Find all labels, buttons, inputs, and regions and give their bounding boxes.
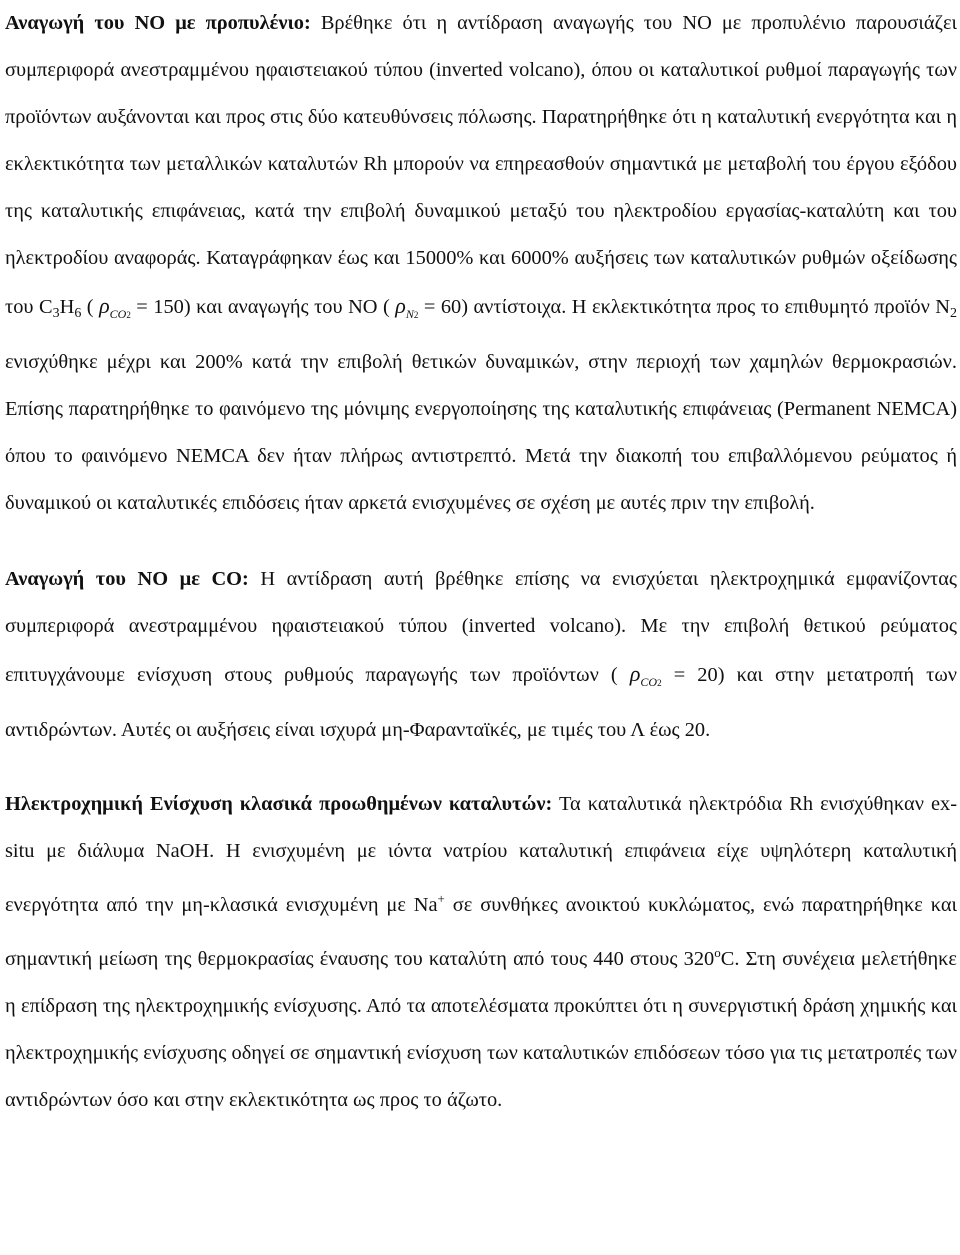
- rho-symbol-co2-b: ρ: [629, 661, 641, 686]
- rho-co2-value-b: = 20: [661, 664, 718, 686]
- subscript-co2-b: [640, 675, 661, 689]
- superscript-degree: o: [714, 945, 721, 960]
- document-page: [5, 0, 957, 1124]
- subscript-n: N: [405, 307, 414, 321]
- text-no-co-a: Η αντίδραση αυτή βρέθηκε επίσης να ενισχύεται ηλεκτροχημικά εμφανίζοντας συμπεριφορά ανεστραμμένου ηφαιστειακού τύπου (inverted volcano). Με την επιβολή θετικού ρεύματος επιτυγχάνουμε ενίσχυση στους ρυθμούς παραγωγής των προϊόντων (: [5, 568, 957, 686]
- subscript-co-b: CO: [640, 675, 658, 689]
- text-rho-co2-close: ) και αναγωγής του NO (: [183, 296, 390, 318]
- heading-no-co: Αναγωγή του NO με CO:: [5, 568, 249, 590]
- rho-co2-value: = 150: [130, 296, 184, 318]
- text-no-propylene-b: ) αντίστοιχα. Η εκλεκτικότητα προς το επιθυμητό προϊόν N: [461, 296, 951, 318]
- subscript-n2-2: 2: [413, 310, 419, 320]
- paragraph-promoted-catalysts: [5, 781, 957, 1124]
- subscript-n2: [406, 307, 419, 321]
- rho-n2-value: = 60: [418, 296, 462, 318]
- paragraph-no-co: [5, 556, 957, 754]
- subscript-2: 2: [126, 310, 131, 320]
- subscript-n2-product: 2: [950, 306, 958, 321]
- paragraph-gap: [5, 527, 957, 556]
- text-no-propylene-c: ενισχύθηκε μέχρι και 200% κατά την επιβολή θετικών δυναμικών, στην περιοχή των χαμηλών θερμοκρασιών. Επίσης παρατηρήθηκε το φαινόμενο της μόνιμης ενεργοποίησης της καταλυτικής επιφάνειας (Permanent NEMCA) όπου το φαινόμενο NEMCA δεν ήταν πλήρως αντιστρεπτό. Μετά την διακοπή του επιβαλλόμενου ρεύματος ή δυναμικού οι καταλυτικές επιδόσεις ήταν αρκετά ενισχυμένες σε σχέση με αυτές πριν την επιβολή.: [5, 351, 957, 514]
- subscript-co2: [110, 307, 131, 321]
- superscript-plus: +: [437, 891, 445, 906]
- text-promoted-a: Τα καταλυτικά ηλεκτρόδια Rh ενισχύθηκαν ex-situ με διάλυμα NaOH. Η ενισχυμένη με ιόντα νατρίου καταλυτική επιφάνεια είχε υψηλότερη καταλυτική ενεργότητα από την μη-κλασικά ενισχυμένη με Na: [5, 793, 958, 916]
- text-rho-co2-open: (: [81, 296, 94, 318]
- text-no-propylene-a: Βρέθηκε ότι η αντίδραση αναγωγής του NO με προπυλένιο παρουσιάζει συμπεριφορά ανεστραμμένου ηφαιστειακού τύπου (inverted volcano), όπου οι καταλυτικοί ρυθμοί παραγωγής των προϊόντων αυξάνονται και προς στις δύο κατευθύνσεις πόλωσης. Παρατηρήθηκε ότι η καταλυτική ενεργότητα και η εκλεκτικότητα των μεταλλικών καταλυτών Rh μπορούν να επηρεασθούν σημαντικά με μεταβολή του έργου εξόδου της καταλυτικής επιφάνειας, κατά την επιβολή δυναμικού μεταξύ του ηλεκτροδίου εργασίας-καταλύτη και του ηλεκτροδίου αναφοράς. Καταγράφηκαν έως και 15000% και 6000% αυξήσεις των καταλυτικών ρυθμών οξείδωσης του C: [5, 12, 958, 318]
- rho-symbol-co2: ρ: [99, 293, 110, 318]
- subscript-c3: 3: [52, 306, 60, 321]
- subscript-2-b: 2: [657, 678, 662, 688]
- paragraph-no-propylene: [5, 0, 957, 527]
- subscript-co: CO: [109, 307, 127, 321]
- text-no-co-b: ) και στην μετατροπή των αντιδρώντων. Αυτές οι αυξήσεις είναι ισχυρά μη-Φαρανταϊκές, με τιμές του Λ έως 20.: [5, 664, 958, 741]
- rho-symbol-n2: ρ: [395, 293, 406, 318]
- heading-no-propylene: Αναγωγή του NO με προπυλένιο:: [5, 12, 311, 34]
- heading-promoted-catalysts: Ηλεκτροχημική Ενίσχυση κλασικά προωθημένων καταλυτών:: [5, 793, 553, 815]
- paragraph-gap: [5, 754, 957, 781]
- text-promoted-c: C. Στη συνέχεια μελετήθηκε η επίδραση της ηλεκτροχημικής ενίσχυσης. Από τα αποτελέσματα προκύπτει ότι η συνεργιστική δράση χημικής και ηλεκτροχημικής ενίσχυσης οδηγεί σε σημαντική ενίσχυση των καταλυτικών επιδόσεων τόσο για τις μετατροπές των αντιδρώντων όσο και στην εκλεκτικότητα ως προς το άζωτο.: [5, 948, 957, 1111]
- subscript-h6: 6: [74, 306, 82, 321]
- hydrogen-symbol: H: [59, 296, 75, 318]
- text-promoted-b: σε συνθήκες ανοικτού κυκλώματος, ενώ παρατηρήθηκε και σημαντική μείωση της θερμοκρασίας έναυσης του καταλύτη από τους 440 στους 320: [5, 894, 957, 970]
